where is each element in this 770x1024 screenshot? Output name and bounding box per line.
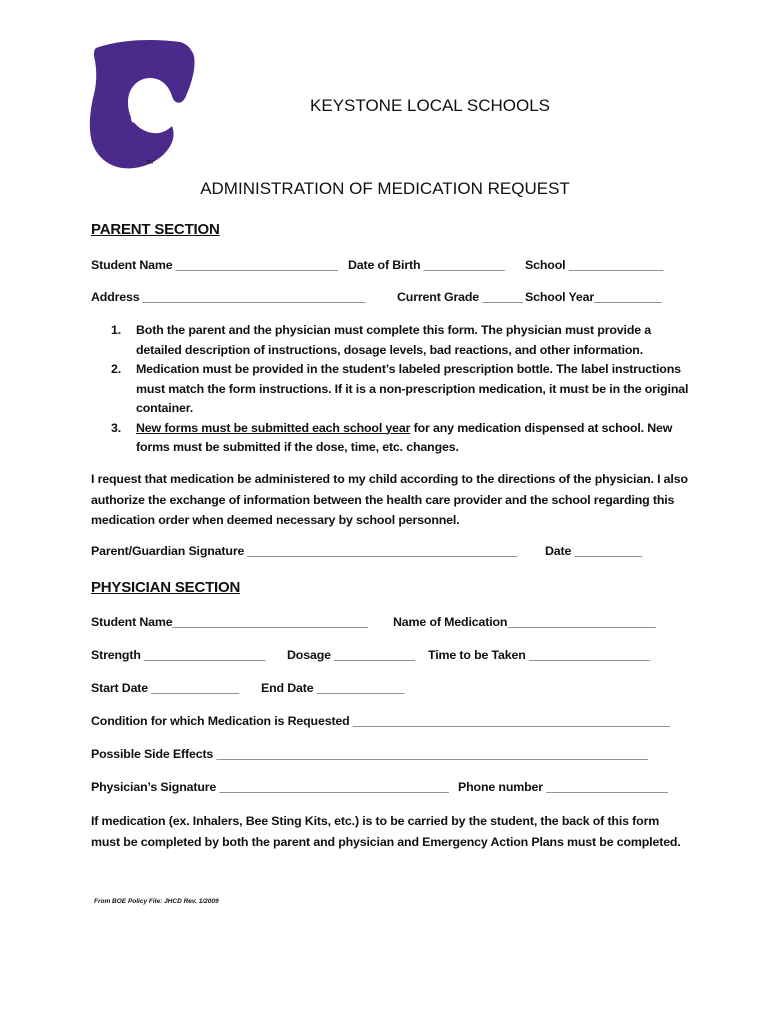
school-name: KEYSTONE LOCAL SCHOOLS [310,96,550,115]
list-text: Medication must be provided in the student’s labeled prescription bottle. The label instructions must match the form instructions. If it is a non-prescription medication, it must be in the original container. [136,362,689,415]
guardian-signature-field[interactable]: Parent/Guardian Signature ________________________________________ [91,544,518,558]
carry-medication-note: If medication (ex. Inhalers, Bee Sting Kits, etc.) is to be carried by the student, the back of this form must be completed by both the parent and physician and Emergency Action Plans must be completed. [91,814,681,849]
parent-student-name-field[interactable]: Student Name ________________________ [91,258,338,272]
strength-field[interactable]: Strength __________________ [91,648,266,662]
address-field[interactable]: Address _________________________________ [91,290,366,304]
instruction-list [91,321,691,458]
list-number: 3. [111,420,122,435]
form-title: ADMINISTRATION OF MEDICATION REQUEST [200,179,570,198]
physician-signature-field[interactable]: Physician’s Signature __________________________________ [91,780,449,794]
list-text: Both the parent and the physician must complete this form. The physician must provide a detailed description of instructions, dosage levels, bad reactions, and other information. [136,323,652,357]
physician-student-name-field[interactable]: Student Name_____________________________ [91,615,368,629]
list-text-underlined: New forms must be submitted each school year [136,420,411,435]
side-effects-field[interactable]: Possible Side Effects ________________________________________________________________ [91,747,648,761]
parent-section-heading: PARENT SECTION [91,221,220,238]
condition-field[interactable]: Condition for which Medication is Requested _______________________________________________ [91,714,670,728]
guardian-date-field[interactable]: Date __________ [545,544,642,558]
date-of-birth-field[interactable]: Date of Birth ____________ [348,258,505,272]
list-item [91,419,691,458]
school-field[interactable]: School ______________ [525,258,664,272]
dosage-field[interactable]: Dosage ____________ [287,648,416,662]
trademark-mark: TM [146,160,154,166]
physician-section-heading: PHYSICIAN SECTION [91,579,241,596]
end-date-field[interactable]: End Date _____________ [261,681,405,695]
list-item [91,360,691,419]
policy-footer: From BOE Policy File: JHCD Rev. 1/2009 [94,898,219,905]
list-number: 2. [111,362,122,376]
school-year-field[interactable]: School Year__________ [525,290,662,304]
consent-paragraph: I request that medication be administered to my child according to the directions of the physician. I also authorize the exchange of information between the health care provider and the school regarding this medication order when deemed necessary by school personnel. [91,472,688,527]
list-number: 1. [111,323,122,337]
medication-name-field[interactable]: Name of Medication______________________ [393,615,656,629]
current-grade-field[interactable]: Current Grade ______ [397,290,523,304]
time-to-be-taken-field[interactable]: Time to be Taken __________________ [428,648,651,662]
list-text: for any medication dispensed at school. New forms must be submitted if the dose, time, etc. changes. [136,420,673,454]
list-item [91,321,691,360]
start-date-field[interactable]: Start Date _____________ [91,681,239,695]
phone-number-field[interactable]: Phone number __________________ [458,780,668,794]
